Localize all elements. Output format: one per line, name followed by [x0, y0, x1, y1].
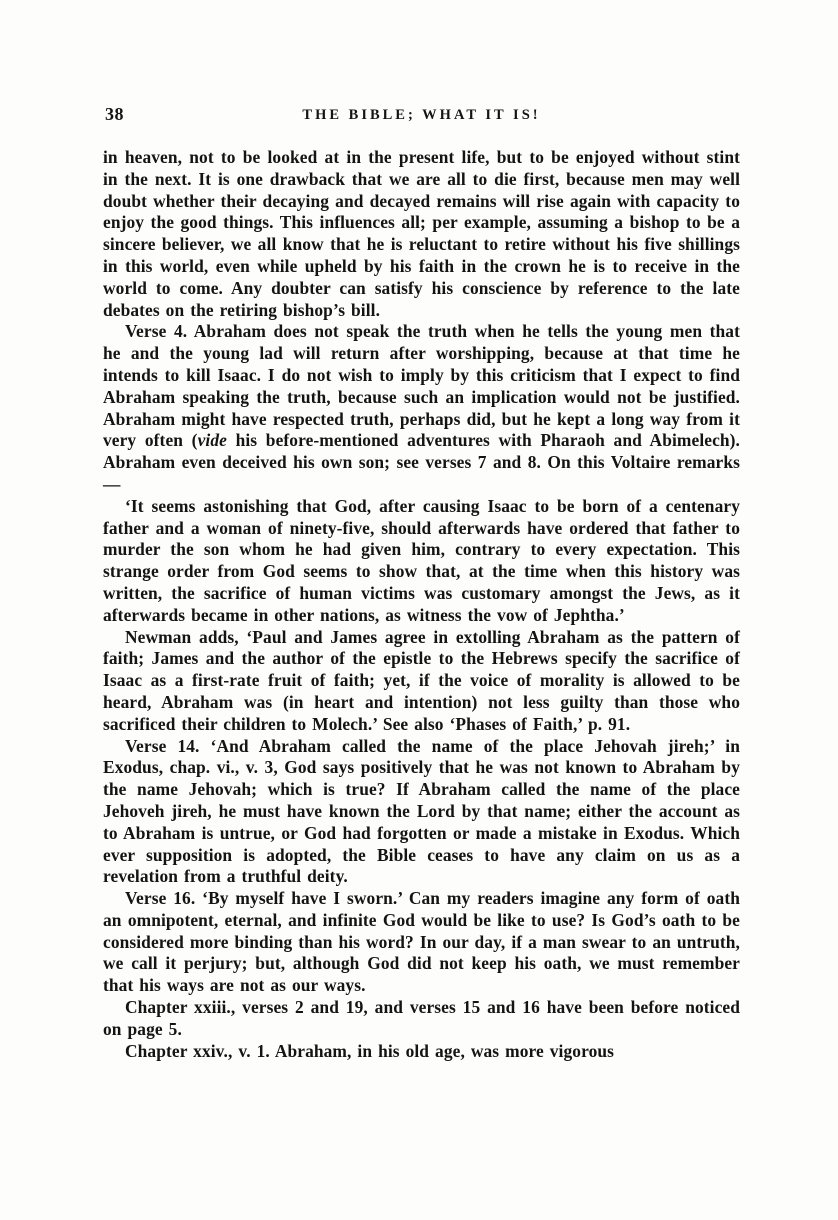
text-run: ‘It seems astonishing that God, after causing Isaac to be born of a centenary father and a woman of ninety-five, should afterwards have ordered that father to murder the son whom he had given him, contrary to every expectation. This strange order from God seems to show that, at the time when this history was written, the sacrifice of human victims was customary amongst the Jews, as it afterwards became in other nations, as witness the vow of Jephtha.’ — [103, 495, 740, 625]
paragraph — [103, 997, 740, 1041]
page-number: 38 — [105, 104, 124, 124]
paragraph — [103, 1041, 740, 1063]
text-run: Verse 16. ‘By myself have I sworn.’ Can my readers imagine any form of oath an omnipotent, eternal, and infinite God would be like to use? Is God’s oath to be considered more binding than his word? In our day, if a man swear to an untruth, we call it perjury; but, although God did not keep his oath, we must remember that his ways are not as our ways. — [103, 888, 740, 996]
text-block — [103, 147, 740, 1062]
text-run: Chapter xxiv., v. 1. Abraham, in his old age, was more vigorous — [125, 1040, 615, 1061]
paragraph — [103, 496, 740, 627]
paragraph — [103, 147, 740, 321]
text-run: Verse 14. ‘And Abraham called the name of the place Jehovah jireh;’ in Exodus, chap. vi., v. 3, God says positively that he was not known to Abraham by the name Jehovah; which is true? If Abraham called the name of the place Jehoveh jireh, he must have known the Lord by that name; either the account as to Abraham is untrue, or God had forgotten or made a mistake in Exodus. Which ever supposition is adopted, the Bible ceases to have any claim on us as a revelation from a truthful deity. — [103, 735, 740, 887]
text-run: in heaven, not to be looked at in the present life, but to be enjoyed without stint in the next. It is one drawback that we are all to die first, because men may well doubt whether their decaying and decayed remains will rise again with capacity to enjoy the good things. This influences all; per example, assuming a bishop to be a sincere believer, we all know that he is reluctant to retire without his five shillings in this world, even while upheld by his faith in the crown he is to receive in the world to come. Any doubter can satisfy his conscience by reference to the late debates on the retiring bishop’s bill. — [103, 147, 740, 320]
paragraph — [103, 888, 740, 997]
text-run: Newman adds, ‘Paul and James agree in extolling Abraham as the pattern of faith; James and the author of the epistle to the Hebrews specify the sacrifice of Isaac as a first-rate fruit of faith; yet, if the voice of morality is allowed to be heard, Abraham was (in heart and intention) not less guilty than those who sacrificed their children to Molech.’ See also ‘Phases of Faith,’ p. 91. — [103, 626, 740, 734]
running-title: THE BIBLE; WHAT IT IS! — [302, 107, 541, 123]
text-run: his before-mentioned adventures with Pharaoh and Abimelech). Abraham even deceived his own son; see verses 7 and 8. On this Voltaire remarks— — [103, 430, 741, 494]
page-header — [103, 104, 740, 130]
text-run: Verse 4. Abraham does not speak the truth when he tells the young men that he and the young lad will return after worshipping, because at that time he intends to kill Isaac. I do not wish to imply by this criticism that I expect to find Abraham speaking the truth, because such an implication would not be justified. Abraham might have respected truth, perhaps did, but he kept a long way from it very often ( — [103, 321, 740, 451]
paragraph — [103, 627, 740, 736]
italic-text: vide — [197, 430, 227, 451]
paragraph — [103, 736, 740, 889]
text-run: Chapter xxiii., verses 2 and 19, and verses 15 and 16 have been before noticed on page 5. — [103, 997, 740, 1039]
paragraph — [103, 321, 740, 495]
